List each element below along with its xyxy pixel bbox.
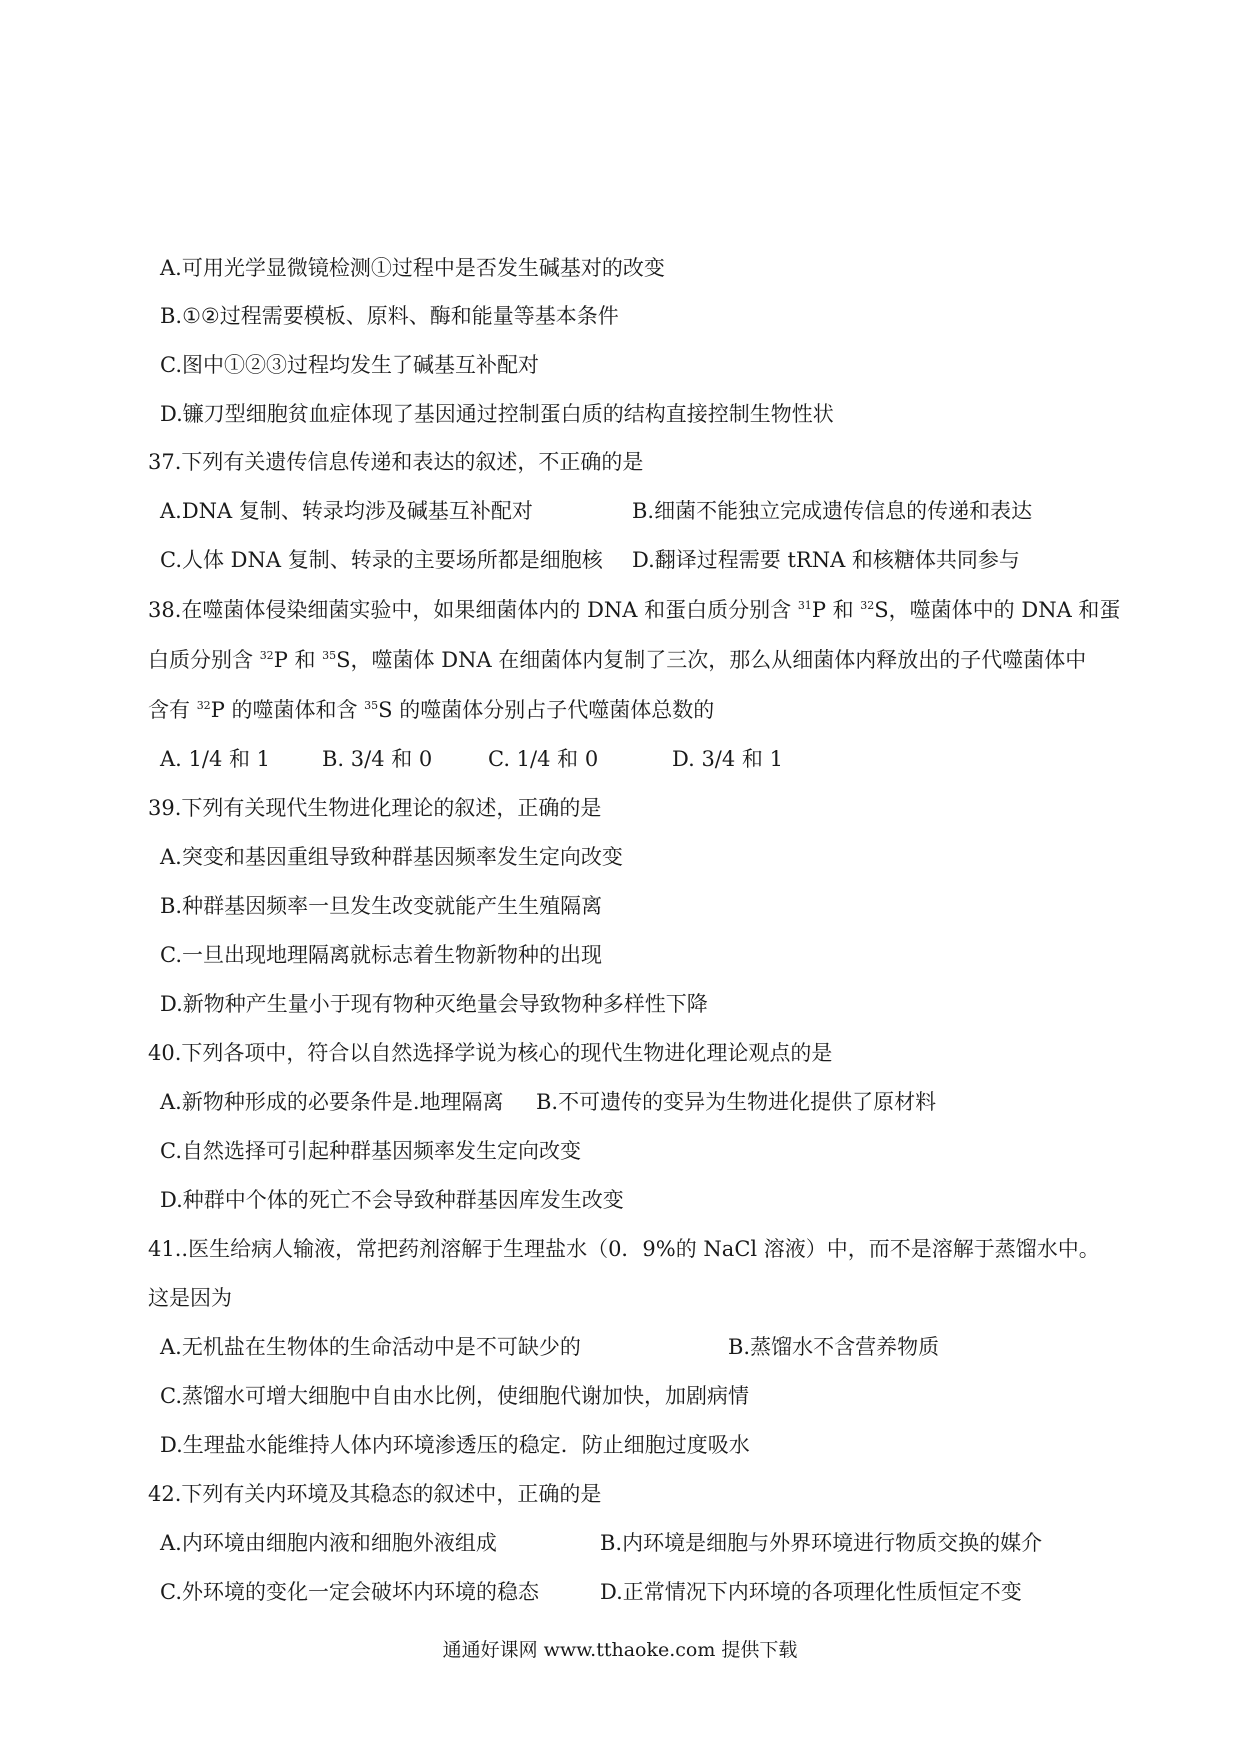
q37-option-a: A.DNA 复制、转录均涉及碱基互补配对 [160, 499, 533, 523]
q39-option-c: C.一旦出现地理隔离就标志着生物新物种的出现 [160, 943, 602, 967]
q41-option-b: B.蒸馏水不含营养物质 [728, 1335, 940, 1359]
q38-stem-line-2: 白质分别含 $^{32}$P 和 $^{35}$S，噬菌体 DNA 在细菌体内复制了三次，那么从细菌体内释放出的子代噬菌体中 [148, 648, 1087, 672]
q37-option-d: D.翻译过程需要 tRNA 和核糖体共同参与 [632, 548, 1020, 572]
q39-option-b: B.种群基因频率一旦发生改变就能产生生殖隔离 [160, 894, 603, 918]
q42-option-b: B.内环境是细胞与外界环境进行物质交换的媒介 [600, 1531, 1043, 1555]
q38-stem-line-1: 38.在噬菌体侵染细菌实验中，如果细菌体内的 DNA 和蛋白质分别含 $^{31}$P 和 $^{32}$S，噬菌体中的 DNA 和蛋 [148, 598, 1121, 622]
q42-option-d: D.正常情况下内环境的各项理化性质恒定不变 [600, 1580, 1022, 1604]
q41-stem-line-2: 这是因为 [148, 1286, 232, 1310]
q40-option-c: C.自然选择可引起种群基因频率发生定向改变 [160, 1139, 581, 1163]
q36-option-d: D.镰刀型细胞贫血症体现了基因通过控制蛋白质的结构直接控制生物性状 [160, 402, 834, 426]
q37-stem: 37.下列有关遗传信息传递和表达的叙述，不正确的是 [148, 450, 644, 474]
q41-option-a: A.无机盐在生物体的生命活动中是不可缺少的 [160, 1335, 581, 1359]
q38-option-d: D. 3/4 和 1 [672, 747, 783, 771]
q40-stem: 40.下列各项中，符合以自然选择学说为核心的现代生物进化理论观点的是 [148, 1041, 833, 1065]
q38-option-c: C. 1/4 和 0 [488, 747, 599, 771]
q36-option-a: A.可用光学显微镜检测①过程中是否发生碱基对的改变 [160, 256, 665, 280]
q37-option-c: C.人体 DNA 复制、转录的主要场所都是细胞核 [160, 548, 603, 572]
q36-option-b: B.①②过程需要模板、原料、酶和能量等基本条件 [160, 304, 619, 328]
q38-option-a: A. 1/4 和 1 [160, 747, 271, 771]
q38-option-b: B. 3/4 和 0 [322, 747, 433, 771]
q40-option-b: B.不可遗传的变异为生物进化提供了原材料 [536, 1090, 937, 1114]
q38-stem-line-3: 含有 $^{32}$P 的噬菌体和含 $^{35}$S 的噬菌体分别占子代噬菌体总数的 [148, 698, 715, 722]
q41-stem-line-1: 41..医生给病人输液，常把药剂溶解于生理盐水（0．9%的 NaCl 溶液）中，而不是溶解于蒸馏水中。 [148, 1237, 1100, 1261]
q37-option-b: B.细菌不能独立完成遗传信息的传递和表达 [632, 499, 1033, 523]
q41-option-d: D.生理盐水能维持人体内环境渗透压的稳定．防止细胞过度吸水 [160, 1433, 750, 1457]
q39-stem: 39.下列有关现代生物进化理论的叙述，正确的是 [148, 796, 602, 820]
q40-option-a: A.新物种形成的必要条件是.地理隔离 [160, 1090, 504, 1114]
page-footer: 通通好课网 www.tthaoke.com 提供下载 [442, 1639, 798, 1661]
q36-option-c: C.图中①②③过程均发生了碱基互补配对 [160, 353, 539, 377]
q39-option-d: D.新物种产生量小于现有物种灭绝量会导致物种多样性下降 [160, 992, 708, 1016]
q41-option-c: C.蒸馏水可增大细胞中自由水比例，使细胞代谢加快，加剧病情 [160, 1384, 749, 1408]
q40-option-d: D.种群中个体的死亡不会导致种群基因库发生改变 [160, 1188, 624, 1212]
q39-option-a: A.突变和基因重组导致种群基因频率发生定向改变 [160, 845, 623, 869]
q42-option-c: C.外环境的变化一定会破坏内环境的稳态 [160, 1580, 539, 1604]
q42-stem: 42.下列有关内环境及其稳态的叙述中，正确的是 [148, 1482, 602, 1506]
q42-option-a: A.内环境由细胞内液和细胞外液组成 [160, 1531, 497, 1555]
